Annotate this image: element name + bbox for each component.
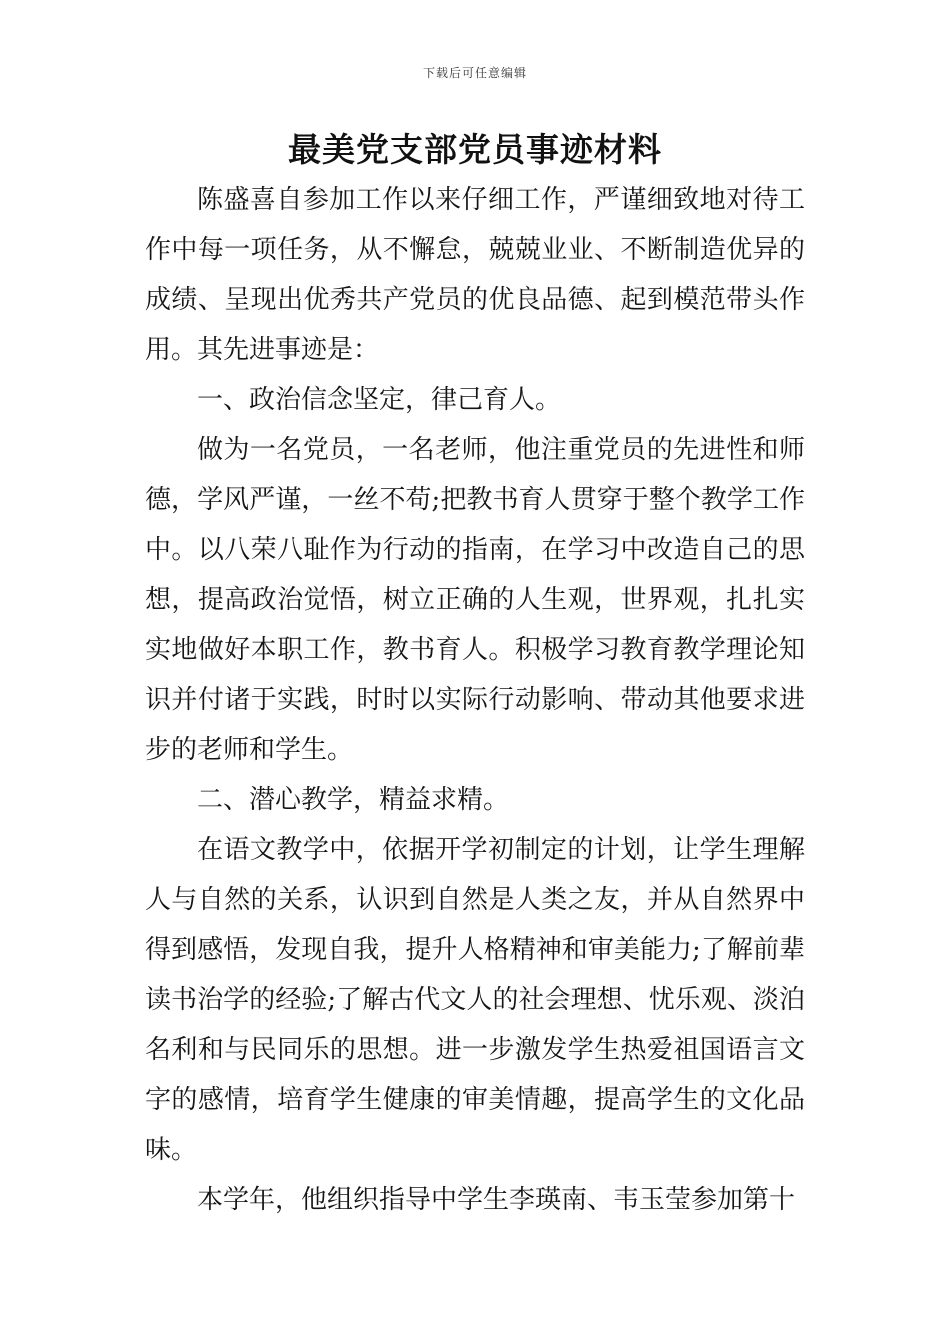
section-heading-1: 一、政治信念坚定，律己育人。 <box>197 385 562 415</box>
document-body <box>145 175 805 1225</box>
paragraph-continued: 本学年，他组织指导中学生李瑛南、韦玉莹参加第十 <box>197 1185 796 1215</box>
paragraph-section-1: 做为一名党员，一名老师，他注重党员的先进性和师德，学风严谨，一丝不苟;把教书育人贯穿于整个教学工作中。以八荣八耻作为行动的指南，在学习中改造自己的思想，提高政治觉悟，树立正确的人生观，世界观，扎扎实实地做好本职工作，教书育人。积极学习教育教学理论知识并付诸于实践，时时以实际行动影响、带动其他要求进步的老师和学生。 <box>145 435 805 765</box>
document-title: 最美党支部党员事迹材料 <box>288 130 662 169</box>
paragraph-intro: 陈盛喜自参加工作以来仔细工作，严谨细致地对待工作中每一项任务，从不懈怠，兢兢业业、不断制造优异的成绩、呈现出优秀共产党员的优良品德、起到模范带头作用。其先进事迹是： <box>145 185 805 365</box>
section-heading-2: 二、潜心教学，精益求精。 <box>197 785 510 815</box>
header-note: 下载后可任意编辑 <box>422 66 527 80</box>
paragraph-section-2: 在语文教学中，依据开学初制定的计划，让学生理解人与自然的关系，认识到自然是人类之友，并从自然界中得到感悟，发现自我，提升人格精神和审美能力;了解前辈读书治学的经验;了解古代文人的社会理想、忧乐观、淡泊名利和与民同乐的思想。进一步激发学生热爱祖国语言文字的感情，培育学生健康的审美情趣，提高学生的文化品味。 <box>145 835 805 1165</box>
